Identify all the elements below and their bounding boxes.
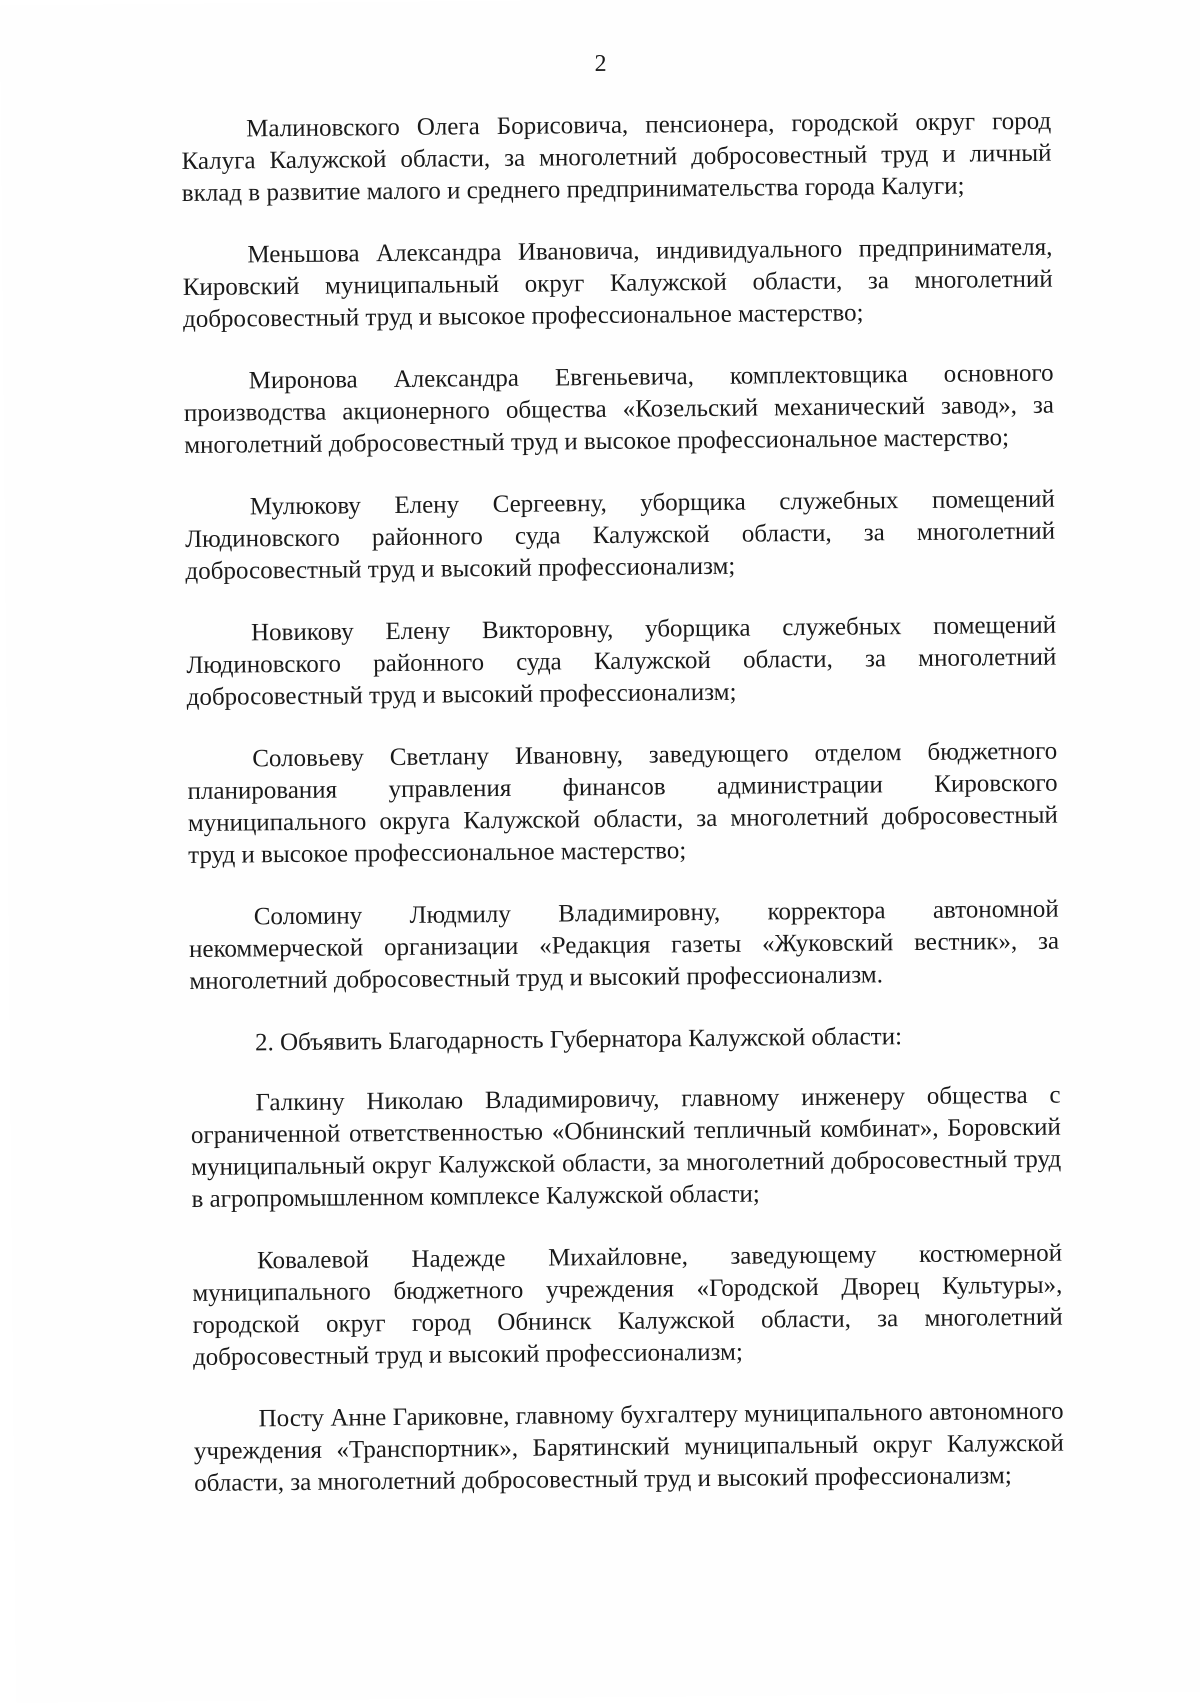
document-body bbox=[181, 106, 1065, 1530]
award-paragraph-mironov: Миронова Александра Евгеньевича, комплектовщика основного производства акционерного общества «Козельский механический завод», за многолетний добросовестный труд и высокое профессиональное мастерство; bbox=[183, 359, 1055, 460]
section-heading-gratitude: 2. Объявить Благодарность Губернатора Калужской области: bbox=[254, 1023, 903, 1057]
gratitude-paragraph-post: Посту Анне Гариковне, главному бухгалтеру муниципального автономного учреждения «Транспортник», Барятинский муниципальный округ Калужской области, за многолетний добросовестный труд и высокий профессионализм; bbox=[193, 1397, 1065, 1497]
award-paragraph-menshov: Меньшова Александра Ивановича, индивидуального предпринимателя, Кировский муниципальный округ Калужской области, за многолетний добросовестный труд и высокое профессиональное мастерство; bbox=[182, 233, 1053, 334]
award-paragraph-solovyeva: Соловьеву Светлану Ивановну, заведующего отделом бюджетного планирования управления финансов администрации Кировского муниципального округа Калужской области, за многолетний добросовестный труд и высокое профессиональное мастерство; bbox=[187, 737, 1058, 869]
award-paragraph-novikova: Новикову Елену Викторовну, уборщика служебных помещений Людиновского районного суда Калужской области, за многолетний добросовестный труд и высокий профессионализм; bbox=[186, 611, 1057, 711]
award-paragraph-malinovsky: Малиновского Олега Борисовича, пенсионера, городской округ город Калуга Калужской области, за многолетний добросовестный труд и личный вклад в развитие малого и среднего предпринимательства города Калуги; bbox=[181, 107, 1052, 208]
page-number: 2 bbox=[594, 50, 607, 78]
award-paragraph-mulyukova: Мулюкову Елену Сергеевну, уборщика служебных помещений Людиновского районного суда Калужской области, за многолетний добросовестный труд и высокий профессионализм; bbox=[185, 485, 1056, 586]
gratitude-paragraph-kovaleva: Ковалевой Надежде Михайловне, заведующему костюмерной муниципального бюджетного учреждения «Городской Дворец Культуры», городской округ город Обнинск Калужской области, за многолетний добросовестный труд и высокий профессионализм; bbox=[192, 1239, 1063, 1371]
award-paragraph-solomina: Соломину Людмилу Владимировну, корректора автономной некоммерческой организации «Редакция газеты «Жуковский вестник», за многолетний добросовестный труд и высокий профессионализм. bbox=[188, 895, 1060, 995]
gratitude-paragraph-galkin: Галкину Николаю Владимировичу, главному инженеру общества с ограниченной ответственностью «Обнинский тепличный комбинат», Боровский муниципальный округ Калужской области, за многолетний добросовестный труд в агропромышленном комплексе Калужской области; bbox=[190, 1081, 1062, 1213]
